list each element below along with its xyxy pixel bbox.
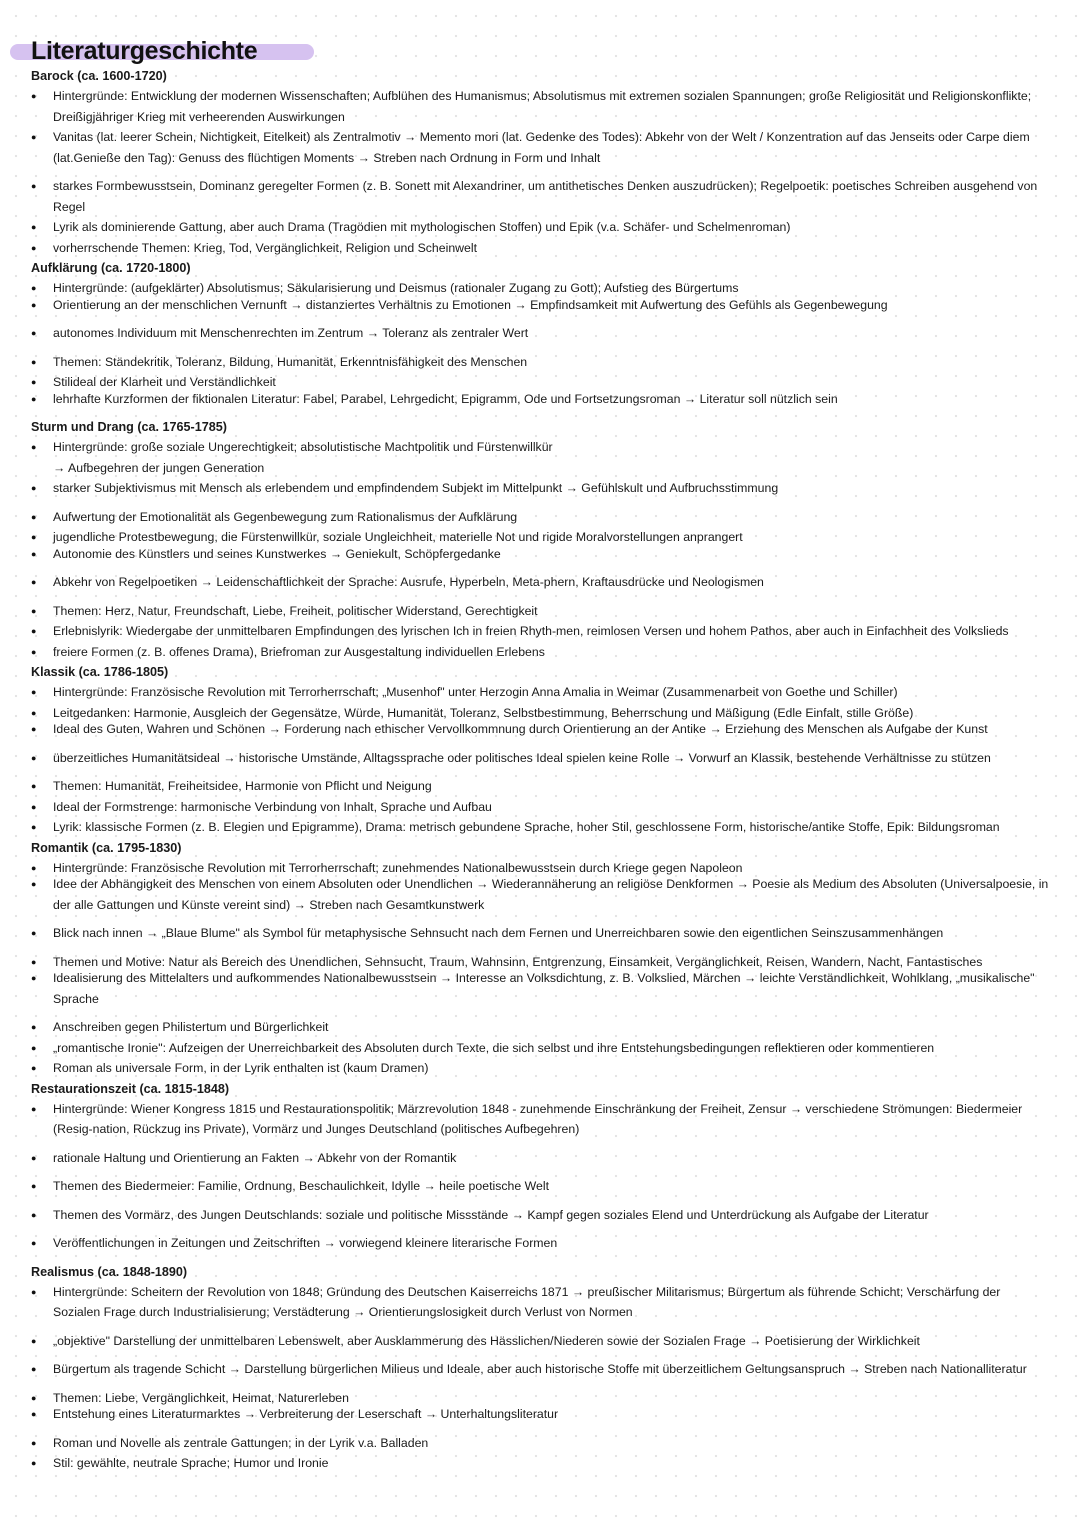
list-item: ● Idee der Abhängigkeit des Menschen von einem Absoluten oder Unendlichen → Wiederannäherung an religiöse Denkformen → Poesie als Medium des Absoluten (Universalpoesie, in der alle Gattungen und Künste vereint sind) → Streben nach Gesamtkunstwerk (31, 874, 1050, 915)
list-item: ● lehrhafte Kurzformen der fiktionalen Literatur: Fabel, Parabel, Lehrgedicht, Epigramm, Ode und Fortsetzungsroman → Literatur soll nützlich sein (31, 389, 1050, 410)
list-item: ● überzeitliches Humanitätsideal → historische Umstände, Alltagssprache oder politisches Ideal spielen keine Rolle → Vorwurf an Klassik, bestehende Verhältnisse zu stützen (31, 748, 1050, 769)
list-item: ● Orientierung an der menschlichen Vernunft → distanziertes Verhältnis zu Emotionen → Empfindsamkeit mit Aufwertung des Gefühls als Gegenbewegung (31, 295, 1050, 316)
page-title: Literaturgeschichte (31, 37, 258, 65)
list-item: ● rationale Haltung und Orientierung an Fakten → Abkehr von der Romantik (31, 1148, 1050, 1169)
list-item: ● Vanitas (lat. leerer Schein, Nichtigkeit, Eitelkeit) als Zentralmotiv → Memento mori (lat. Gedenke des Todes): Abkehr von der Welt / Konzentration auf das Jenseits oder Carpe diem (lat.Genieße den Tag): Genuss des flüchtigen Moments → Streben nach Ordnung in Form und Inhalt (31, 127, 1050, 168)
section-heading-klassik: Klassik (ca. 1786-1805) (31, 665, 169, 679)
section-heading-realismus: Realismus (ca. 1848-1890) (31, 1264, 188, 1279)
section-heading-restaurationszeit: Restaurationszeit (ca. 1815-1848) (31, 1081, 230, 1096)
list-item-continuation (31, 458, 1050, 479)
list-item: ● Stilideal der Klarheit und Verständlichkeit (31, 372, 1050, 393)
section-list-sturm-und-drang (31, 437, 1050, 662)
section-heading-sturm-und-drang: Sturm und Drang (ca. 1765-1785) (31, 420, 227, 434)
list-item: ● Aufwertung der Emotionalität als Gegenbewegung zum Rationalismus der Aufklärung (31, 507, 1050, 528)
list-item: ● Themen des Biedermeier: Familie, Ordnung, Beschaulichkeit, Idylle → heile poetische Welt (31, 1176, 1050, 1197)
list-item: ● Erlebnislyrik: Wiedergabe der unmittelbaren Empfindungen des lyrischen Ich in freien Rhyth-men, reimlosen Versen und hohem Pathos, aber auch in Einfachheit des Volkslieds (31, 621, 1050, 642)
section-list-aufklaerung (31, 278, 1050, 409)
list-item: ● Hintergründe: Entwicklung der modernen Wissenschaften; Aufblühen des Humanismus; Absolutismus mit extremen sozialen Spannungen; große Religiosität und Religionskonflikte; Dreißigjähriger Krieg mit verheerenden Auswirkungen (31, 86, 1050, 127)
list-item: ● Themen des Vormärz, des Jungen Deutschlands: soziale und politische Missstände → Kampf gegen soziales Elend und Unterdrückung als Aufgabe der Literatur (31, 1205, 1050, 1226)
list-item: ● Themen und Motive: Natur als Bereich des Unendlichen, Sehnsucht, Traum, Wahnsinn, Entgrenzung, Einsamkeit, Vergänglichkeit, Reisen, Wandern, Nacht, Fantastisches (31, 952, 1050, 973)
section-heading-aufklaerung: Aufklärung (ca. 1720-1800) (31, 261, 191, 275)
list-item: ● Hintergründe: Französische Revolution mit Terrorherrschaft; zunehmendes Nationalbewusstsein durch Kriege gegen Napoleon (31, 858, 1050, 879)
list-item: ● Leitgedanken: Harmonie, Ausgleich der Gegensätze, Würde, Humanität, Toleranz, Selbstbestimmung, Beherrschung und Mäßigung (Edle Einfalt, stille Größe) (31, 703, 1050, 724)
list-item: ● „objektive" Darstellung der unmittelbaren Lebenswelt, aber Ausklammerung des Hässlichen/Niederen sowie der Sozialen Frage → Poetisierung der Wirklichkeit (31, 1331, 1050, 1352)
section-heading-barock: Barock (ca. 1600-1720) (31, 69, 167, 83)
list-item: ● Hintergründe: Französische Revolution mit Terrorherrschaft; „Musenhof" unter Herzogin Anna Amalia in Weimar (Zusammenarbeit von Goethe und Schiller) (31, 682, 1050, 703)
list-item: ● „romantische Ironie": Aufzeigen der Unerreichbarkeit des Absoluten durch Texte, die sich selbst und ihre Entstehungsbedingungen reflektieren oder kommentieren (31, 1038, 1050, 1059)
list-item: ● Anschreiben gegen Philistertum und Bürgerlichkeit (31, 1017, 1050, 1038)
list-item: ● Autonomie des Künstlers und seines Kunstwerkes → Geniekult, Schöpfergedanke (31, 544, 1050, 565)
title-block (31, 36, 1050, 66)
section-list-realismus (31, 1282, 1050, 1474)
list-item: ● Roman und Novelle als zentrale Gattungen; in der Lyrik v.a. Balladen (31, 1433, 1050, 1454)
list-item: ● vorherrschende Themen: Krieg, Tod, Vergänglichkeit, Religion und Scheinwelt (31, 238, 1050, 259)
continuation-text: → Aufbegehren der jungen Generation (53, 460, 265, 475)
list-item: ● Hintergründe: Wiener Kongress 1815 und Restaurationspolitik; Märzrevolution 1848 - zunehmende Einschränkung der Freiheit, Zensur → verschiedene Strömungen: Biedermeier (Resig-nation, Rückzug ins Private), Vormärz und Junges Deutschland (politisches Aufbegehren) (31, 1099, 1050, 1140)
section-list-restaurationszeit (31, 1099, 1050, 1254)
list-item: ● Hintergründe: (aufgeklärter) Absolutismus; Säkularisierung und Deismus (rationaler Zugang zu Gott); Aufstieg des Bürgertums (31, 278, 1050, 299)
list-item: ● Idealisierung des Mittelalters und aufkommendes Nationalbewusstsein → Interesse an Volksdichtung, z. B. Volkslied, Märchen → leichte Verständlichkeit, Wohlklang, „musikalische" Sprache (31, 968, 1050, 1009)
list-item: ● Bürgertum als tragende Schicht → Darstellung bürgerlichen Milieus und Ideale, aber auch historische Stoffe mit überzeitlichem Geltungsanspruch → Streben nach Nationalliteratur (31, 1359, 1050, 1380)
list-item: ● Themen: Humanität, Freiheitsidee, Harmonie von Pflicht und Neigung (31, 776, 1050, 797)
list-item: ● freiere Formen (z. B. offenes Drama), Briefroman zur Ausgestaltung individuellen Erlebens (31, 642, 1050, 663)
list-item: ● Ideal des Guten, Wahren und Schönen → Forderung nach ethischer Vervollkommnung durch Orientierung an der Antike → Erziehung des Menschen als Aufgabe der Kunst (31, 719, 1050, 740)
list-item: ● starkes Formbewusstsein, Dominanz geregelter Formen (z. B. Sonett mit Alexandriner, um antithetisches Denken auszudrücken); Regelpoetik: poetisches Schreiben ausgehend von Regel (31, 176, 1050, 217)
list-item: ● Lyrik als dominierende Gattung, aber auch Drama (Tragödien mit mythologischen Stoffen) und Epik (v.a. Schäfer- und Schelmenroman) (31, 217, 1050, 238)
list-item: ● Themen: Herz, Natur, Freundschaft, Liebe, Freiheit, politischer Widerstand, Gerechtigkeit (31, 601, 1050, 622)
list-item: ● Roman als universale Form, in der Lyrik enthalten ist (kaum Dramen) (31, 1058, 1050, 1079)
section-list-barock (31, 86, 1050, 258)
section-list-klassik (31, 682, 1050, 838)
list-item: ● Blick nach innen → „Blaue Blume" als Symbol für metaphysische Sehnsucht nach dem Fernen und Unerreichbaren sowie den eigentlichen Seinszusammenhängen (31, 923, 1050, 944)
list-item: ● autonomes Individuum mit Menschenrechten im Zentrum → Toleranz als zentraler Wert (31, 323, 1050, 344)
list-item: ● Abkehr von Regelpoetiken → Leidenschaftlichkeit der Sprache: Ausrufe, Hyperbeln, Meta-phern, Kraftausdrücke und Neologismen (31, 572, 1050, 593)
list-item: ● Themen: Liebe, Vergänglichkeit, Heimat, Naturerleben (31, 1388, 1050, 1409)
list-item: ● starker Subjektivismus mit Mensch als erlebendem und empfindendem Subjekt im Mittelpunkt → Gefühlskult und Aufbruchsstimmung (31, 478, 1050, 499)
list-item: ● Themen: Ständekritik, Toleranz, Bildung, Humanität, Erkenntnisfähigkeit des Menschen (31, 352, 1050, 373)
list-item: ● Entstehung eines Literaturmarktes → Verbreiterung der Leserschaft → Unterhaltungsliteratur (31, 1404, 1050, 1425)
list-item: ● Veröffentlichungen in Zeitungen und Zeitschriften → vorwiegend kleinere literarische Formen (31, 1233, 1050, 1254)
list-item: ● jugendliche Protestbewegung, die Fürstenwillkür, soziale Ungleichheit, materielle Not und rigide Moralvorstellungen anprangert (31, 527, 1050, 548)
section-heading-romantik: Romantik (ca. 1795-1830) (31, 840, 182, 855)
list-item: ● Lyrik: klassische Formen (z. B. Elegien und Epigramme), Drama: metrisch gebundene Sprache, hoher Stil, geschlossene Form, historische/antike Stoffe, Epik: Bildungsroman (31, 817, 1050, 838)
list-item: ● Ideal der Formstrenge: harmonische Verbindung von Inhalt, Sprache und Aufbau (31, 797, 1050, 818)
section-list-romantik (31, 858, 1050, 1079)
list-item: ● Hintergründe: Scheitern der Revolution von 1848; Gründung des Deutschen Kaiserreichs 1871 → preußischer Militarismus; Bürgertum als führende Schicht; Verschärfung der Sozialen Frage durch Industrialisierung; Verstädterung → Orientierungslosigkeit durch Verlust von Normen (31, 1282, 1050, 1323)
list-item: ● Hintergründe: große soziale Ungerechtigkeit; absolutistische Machtpolitik und Fürstenwillkür (31, 437, 1050, 458)
list-item: ● Stil: gewählte, neutrale Sprache; Humor und Ironie (31, 1453, 1050, 1474)
